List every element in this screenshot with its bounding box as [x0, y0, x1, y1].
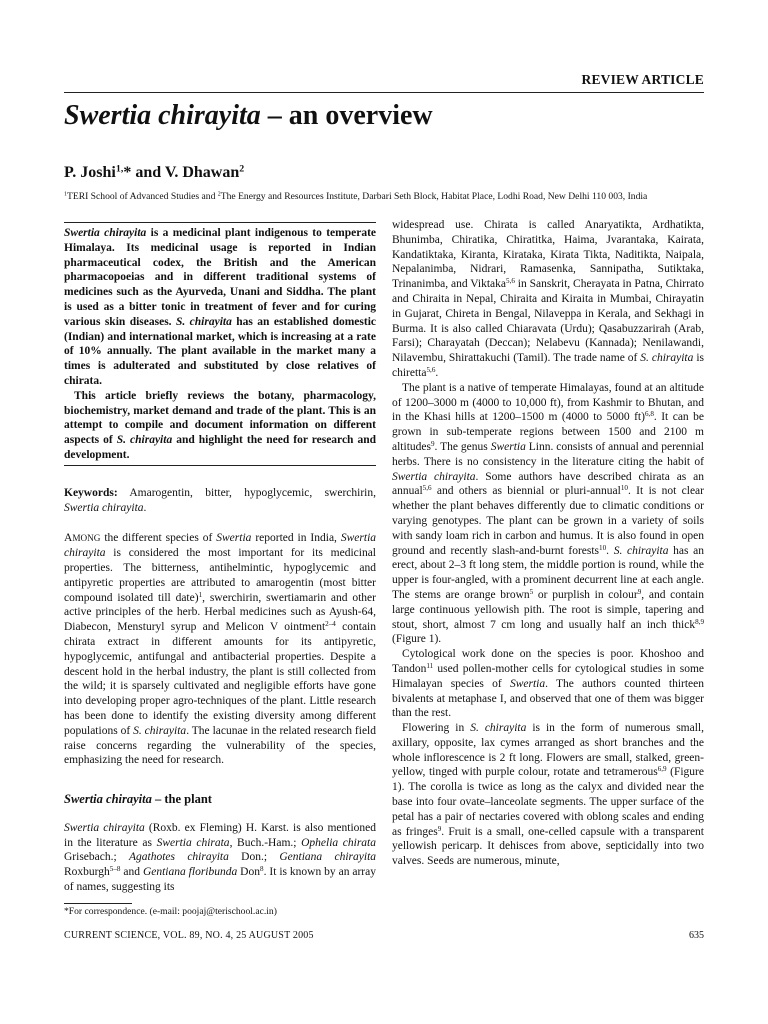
flowering-paragraph — [392, 721, 704, 869]
abstract-text: and highlight the need for research and development. — [64, 434, 377, 461]
plant-italic: Swertia chirayita — [64, 821, 145, 834]
body-text: and others as biennial or pluri-annual — [431, 485, 621, 498]
plant-italic: Ophelia chirata — [301, 836, 376, 849]
body-text: (Figure 1). — [392, 633, 442, 646]
author-1: P. Joshi — [64, 164, 116, 181]
plant-italic: Agathotes chirayita — [129, 851, 229, 864]
intro-italic: Swertia — [216, 532, 252, 545]
citation-ref: 9 — [430, 440, 435, 449]
citation-ref: 9 — [637, 588, 642, 597]
title-rest: – an overview — [260, 100, 433, 131]
affil-text-2: The Energy and Resources Institute, Darbari Seth Block, Habitat Place, Lodhi Road, New Delhi 110 003, India — [220, 191, 648, 202]
correspondence-mark: * — [123, 164, 132, 181]
body-text: in Sanskrit, Cherayata in Patna, Chirrato and Chiraita in Nepal, Chiraita and Kiraita in Mumbai, Chirayatin in Gujarat, Chireta in Bengal, Nilaveppa in Kerala, and Sekhagi in Burma. It is also called Chiaravata (Urdu); Qasabuzzarirah (Arab, Farsi); Charayatah (Deccan); Nelabevu (Kannada); Nenilawandi, Nilavembu, Shirattakuchi (Tamil). The trade name of — [392, 278, 705, 365]
citation-ref: 5,6 — [506, 277, 515, 286]
plant-text: (Roxb. ex Fleming) H. Karst. is also mentioned in the literature as — [64, 821, 376, 849]
citation-ref: 10 — [620, 484, 628, 493]
intro-text: contain chirata extract in different amounts for its antipyretic, hypoglycemic, antifungal and antibacterial properties. Despite a descent hold in the herbal industry, the plant is still collected from the wild; it is sparsely cultivated and negligible efforts have gone into developing proper agro-techniques of the plant. Little research has been done to identify the existing diversity among different populations of — [64, 621, 376, 737]
keywords-label: Keywords: — [64, 486, 118, 499]
body-text: or purplish in colour — [533, 588, 638, 601]
abstract-text: has an established domestic (Indian) and international market, which is increasing at a rate of 10% annually. The plant available in the market many a times is adulterated and substituted by close relatives of chirata. — [64, 315, 377, 387]
keywords-species: Swertia chirayita — [64, 501, 144, 514]
plant-italic: Gentiana chirayita — [279, 851, 377, 864]
body-text: is in the form of numerous small, axillary, opposite, lax cymes arranged as short branches and the whole inflorescence is 2 ft long. Flowers are small, stalked, green-yellow, tinged with purple colour, rotate and tetramerous — [392, 722, 704, 779]
intro-italic: S. chirayita — [133, 724, 187, 737]
section-heading — [64, 792, 376, 807]
affil-mark-1: 1 — [64, 191, 67, 198]
plant-italic: Swertia chirata — [156, 836, 230, 849]
body-text: Linn. consists of annual and perennial herbs. There is no consistency in the literature citing the habit of — [392, 440, 704, 468]
habitat-paragraph — [392, 381, 704, 647]
keywords-text: Amarogentin, bitter, hypoglycemic, swerchirin, — [117, 486, 376, 499]
body-text: . — [606, 544, 614, 557]
plant-text: Don.; — [228, 851, 280, 864]
intro-text: the different species of — [100, 532, 217, 545]
citation-ref: 8 — [260, 865, 264, 874]
body-text: used pollen-mother cells for cytological studies in some Himalayan species of — [392, 662, 704, 690]
abstract-text: This article briefly reviews the botany, pharmacology, biochemistry, market demand and trade of the plant. This is an attempt to compile and document information on different aspects of — [64, 389, 376, 447]
intro-text: reported in India, — [251, 532, 341, 545]
plant-italic: Gentiana floribunda — [142, 866, 238, 879]
body-text: . It can be grown in sub-temperate regions between 1500 and 2100 m altitudes — [392, 411, 704, 453]
body-italic: Swertia — [509, 677, 546, 690]
cytology-paragraph — [392, 647, 704, 721]
body-text: Cytological work done on the species is poor. Khoshoo and Tandon — [392, 648, 704, 675]
citation-ref: 8,9 — [695, 617, 704, 626]
plant-text: Roxburgh — [64, 866, 110, 879]
body-italic: S. chirayita — [640, 352, 694, 365]
body-text: (Figure 1). The corolla is twice as long as the calyx and divided near the base into four ovate–lanceolate segments. The upper surface of the petal has a pair of nectaries covered with oblong scales and ending as fringes — [392, 766, 704, 838]
keywords — [64, 486, 376, 516]
abstract-species: S. chirayita — [175, 315, 232, 328]
names-paragraph — [392, 218, 704, 381]
plant-paragraph — [64, 821, 376, 895]
body-italic: S. chirayita — [613, 544, 669, 557]
section-heading-rest: – the plant — [151, 792, 212, 807]
intro-text: . The lacunae in the related research field raise concerns regarding the vulnerability of the species, emphasizing the need for research. — [64, 724, 376, 767]
plant-text: . It is known by an array of names, suggesting its — [64, 866, 376, 894]
title-species: Swertia chirayita — [64, 100, 261, 131]
intro-initial: A — [64, 532, 73, 545]
body-text: The plant is a native of temperate Himalayas, found at an altitude of 1200–3000 m (4000 to 10,000 ft), from Kashmir to Bhutan, and in the Khasi hills at 1200–1500 m (4000 to 5000 ft) — [392, 381, 704, 424]
body-text: . The genus — [434, 440, 491, 453]
affil-text-1: TERI School of Advanced Studies and — [66, 191, 218, 202]
intro-italic: Swertia chirayita — [64, 532, 377, 560]
citation-ref: 10 — [599, 543, 607, 552]
body-text: . The authors counted thirteen bivalents at metaphase I, and observed that one of them was bigger than the rest. — [392, 677, 704, 720]
abstract-paragraph — [64, 389, 376, 463]
author-line — [64, 164, 244, 182]
citation-ref: 6,9 — [657, 765, 667, 774]
body-text: is chiretta — [392, 352, 704, 379]
citation-ref: 11 — [426, 662, 434, 670]
article-title — [64, 100, 433, 132]
abstract — [64, 222, 376, 466]
abstract-paragraph — [64, 226, 376, 389]
footnote-rule — [64, 903, 132, 904]
body-text: has an erect, about 2–3 ft long stem, the middle portion is round, while the upper is four-angled, with a prominent decurrent line at each angle. The stems are orange brown — [392, 544, 704, 601]
author-2-affil: 2 — [239, 163, 245, 175]
citation-ref: 9 — [437, 824, 442, 833]
body-text: Flowering in — [402, 722, 471, 735]
citation-ref: 5,6 — [426, 366, 436, 375]
abstract-text: is a medicinal plant indigenous to temperate Himalaya. Its medicinal usage is reported in Indian pharmaceutical codex, the British and the American pharmacopoeias and in different traditional systems of medicines such as the Ayurveda, Unani and Siddha. The plant is used as a bitter tonic in treatment of fever and for curing various skin diseases. — [64, 227, 376, 328]
affiliation — [64, 191, 647, 202]
body-text: . Some authors have described chirata as an annual — [392, 470, 704, 498]
left-column — [64, 222, 376, 895]
body-italic: S. chirayita — [470, 722, 527, 735]
journal-citation: CURRENT SCIENCE, VOL. 89, NO. 4, 25 AUGUST 2005 — [64, 930, 314, 941]
citation-ref: 5,6 — [422, 484, 432, 493]
body-text: widespread use. Chirata is called Anaryatikta, Ardhatikta, Bhunimba, Chiratika, Chiratitka, Haima, Jvarantaka, Kairata, Kandatiktaka, Kiranta, Kirataka, Kirata Tikta, Naditikta, Naipala, Nepalanimba, Nidrari, Ramasenka, Sannipatha, Sutiktaka, Trinanimba, and Viktaka — [392, 219, 704, 291]
author-conjunction: and — [131, 164, 165, 181]
body-text: . — [435, 366, 439, 379]
author-2: V. Dhawan — [164, 164, 240, 181]
plant-text: and — [120, 866, 143, 879]
citation-ref: 1 — [198, 590, 203, 599]
body-text: , and contain large continuous yellowish pith. The root is simple, tapering and stout, short, almost 7 cm long and usually half an inch thick — [392, 588, 705, 631]
abstract-species: Swertia chirayita — [64, 227, 147, 239]
plant-text: Don — [237, 866, 260, 879]
abstract-species: S. chirayita — [116, 434, 173, 447]
section-label: REVIEW ARTICLE — [581, 72, 704, 87]
body-italic: Swertia — [490, 440, 526, 453]
correspondence-footnote: *For correspondence. (e-mail: poojaj@terischool.ac.in) — [64, 906, 277, 917]
keywords-end: . — [143, 501, 147, 514]
right-column — [392, 218, 704, 869]
citation-ref: 5–8 — [109, 865, 121, 874]
citation-ref: 6,8 — [644, 410, 654, 419]
body-italic: Swertia chirayita — [392, 470, 476, 483]
intro-paragraph — [64, 531, 376, 768]
intro-text: is considered the most important for its medicinal properties. The bitterness, antihelmintic, hypoglycemic and antipyretic properties are attributed to amarogentin (most bitter compound isolated till date) — [64, 547, 376, 604]
section-heading-species: Swertia chirayita — [64, 792, 152, 807]
body-text: . Fruit is a small, one-celled capsule with a transparent yellowish pericarp. It dehisces from above, septicidally into two valves. Seeds are numerous, minute, — [392, 825, 705, 868]
plant-text: Grisebach.; — [64, 851, 130, 864]
affil-mark-2: 2 — [217, 191, 221, 198]
header-rule — [64, 92, 704, 93]
citation-ref: 5 — [529, 588, 534, 597]
intro-text: , swerchirin, swertiamarin and other active principles of the herb. Herbal medicines such as Ayush-64, Diabecon, Mensturyl syrup and Melicon V ointment — [64, 591, 376, 634]
intro-smallcaps: MONG — [72, 533, 101, 544]
body-text: . It is not clear whether the plant behaves differently due to climatic conditions or varying genotypes. The plant can be grown in a variety of soils with sandy loam rich in carbon and humus. It is also found in open ground and recently slash-and-burnt forests — [392, 485, 704, 557]
plant-text: , Buch.-Ham.; — [229, 836, 302, 849]
page-number: 635 — [689, 930, 704, 941]
citation-ref: 2–4 — [325, 620, 336, 629]
author-1-affil: 1, — [115, 163, 124, 175]
